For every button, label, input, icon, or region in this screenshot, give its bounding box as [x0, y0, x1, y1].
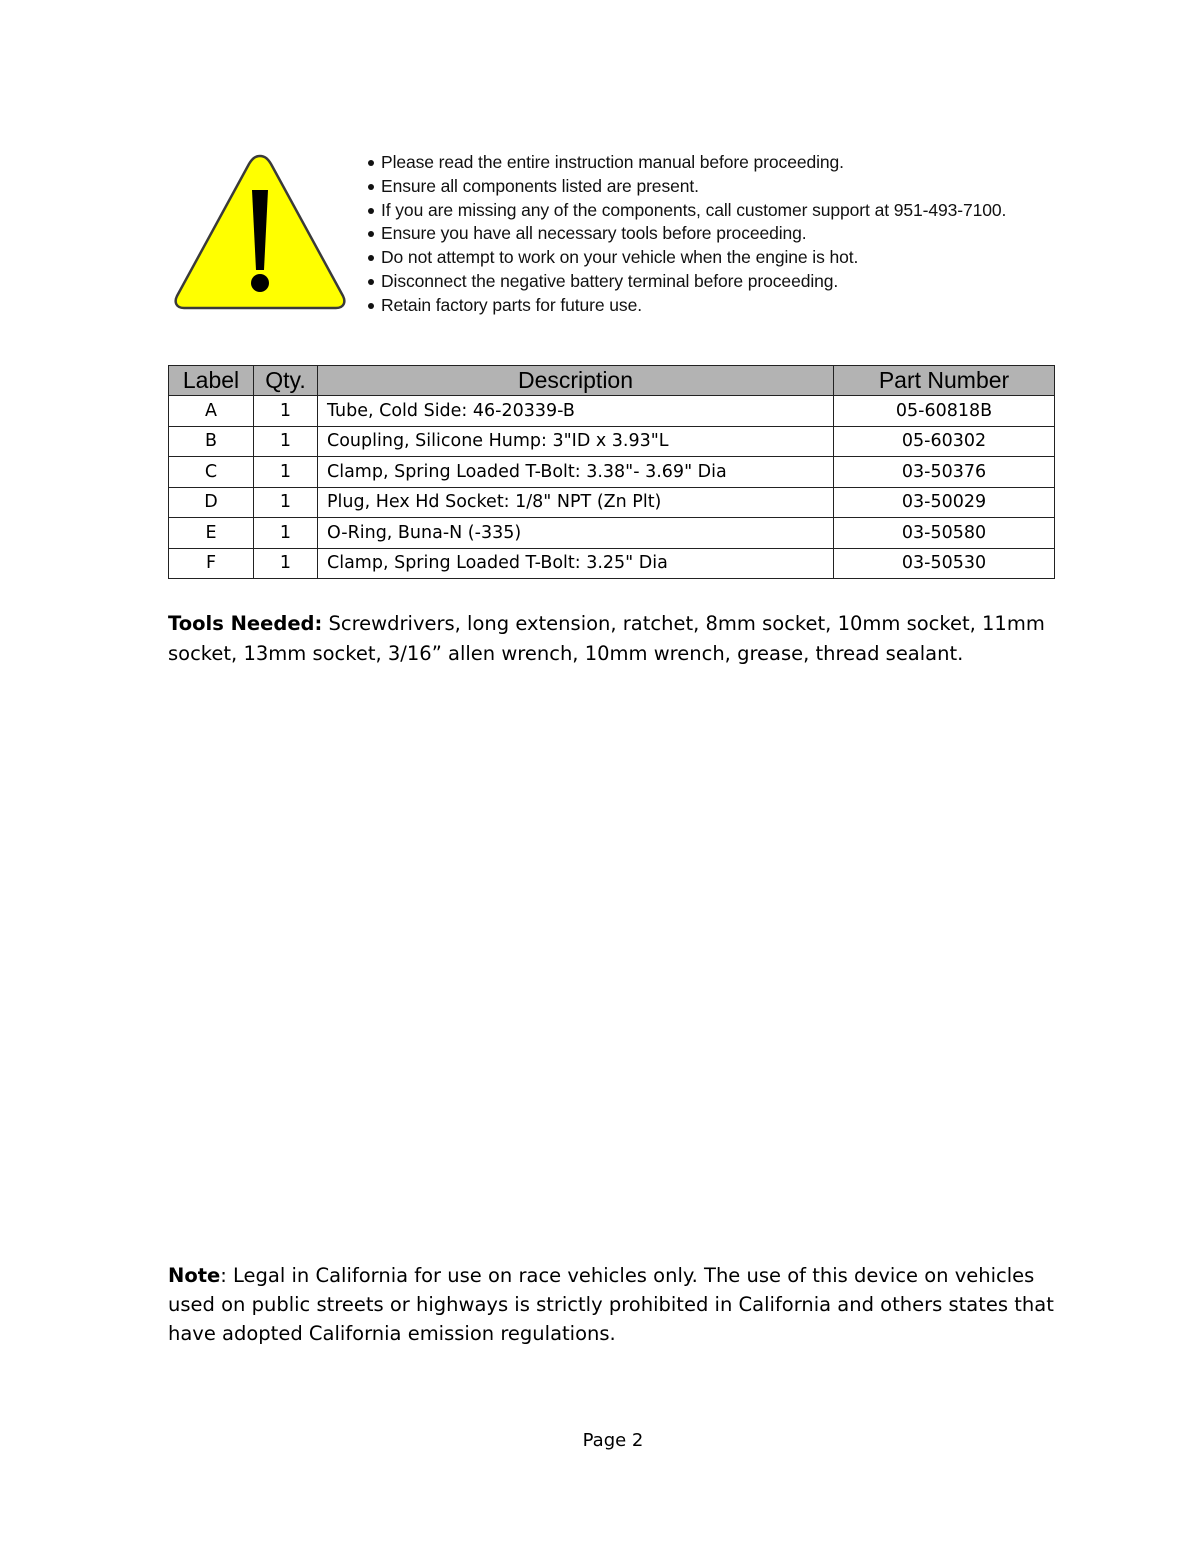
warning-item: Please read the entire instruction manual before proceeding.: [368, 151, 1006, 175]
cell-description: Clamp, Spring Loaded T-Bolt: 3.38"- 3.69" Dia: [318, 457, 834, 488]
cell-part-number: 03-50580: [834, 518, 1055, 549]
cell-part-number: 05-60818B: [834, 396, 1055, 427]
warning-item: Ensure you have all necessary tools before proceeding.: [368, 222, 1006, 246]
warning-triangle-icon: [172, 150, 348, 314]
tools-text: Screwdrivers, long extension, ratchet, 8mm socket, 10mm socket, 11mm socket, 13mm socket, 3/16” allen wrench, 10mm wrench, grease, thread sealant.: [168, 612, 1045, 665]
parts-table: [168, 365, 1055, 579]
cell-description: Tube, Cold Side: 46-20339-B: [318, 396, 834, 427]
table-row: [169, 487, 1055, 518]
tools-needed: [168, 609, 1048, 669]
cell-label: F: [169, 548, 254, 579]
note-heading: Note: [168, 1264, 221, 1287]
header-qty: Qty.: [254, 366, 318, 396]
cell-label: C: [169, 457, 254, 488]
page-number: Page 2: [582, 1430, 644, 1451]
warning-item: Ensure all components listed are present.: [368, 175, 1006, 199]
cell-description: Clamp, Spring Loaded T-Bolt: 3.25" Dia: [318, 548, 834, 579]
cell-label: D: [169, 487, 254, 518]
table-header-row: [169, 366, 1055, 396]
cell-qty: 1: [254, 518, 318, 549]
warning-list: [368, 151, 1006, 318]
cell-qty: 1: [254, 457, 318, 488]
warning-block: [172, 148, 1062, 323]
cell-part-number: 05-60302: [834, 426, 1055, 457]
cell-label: A: [169, 396, 254, 427]
table-row: [169, 518, 1055, 549]
cell-qty: 1: [254, 396, 318, 427]
cell-description: Plug, Hex Hd Socket: 1/8" NPT (Zn Plt): [318, 487, 834, 518]
warning-item: If you are missing any of the components, call customer support at 951-493-7100.: [368, 199, 1006, 223]
cell-description: Coupling, Silicone Hump: 3"ID x 3.93"L: [318, 426, 834, 457]
cell-part-number: 03-50376: [834, 457, 1055, 488]
cell-description: O-Ring, Buna-N (-335): [318, 518, 834, 549]
header-part-number: Part Number: [834, 366, 1055, 396]
cell-qty: 1: [254, 487, 318, 518]
warning-item: Disconnect the negative battery terminal before proceeding.: [368, 270, 1006, 294]
cell-part-number: 03-50029: [834, 487, 1055, 518]
cell-label: E: [169, 518, 254, 549]
cell-label: B: [169, 426, 254, 457]
table-row: [169, 548, 1055, 579]
cell-qty: 1: [254, 548, 318, 579]
table-row: [169, 426, 1055, 457]
cell-qty: 1: [254, 426, 318, 457]
tools-heading: Tools Needed:: [168, 612, 323, 635]
header-label: Label: [169, 366, 254, 396]
legal-note: [168, 1261, 1060, 1348]
table-row: [169, 396, 1055, 427]
cell-part-number: 03-50530: [834, 548, 1055, 579]
warning-item: Retain factory parts for future use.: [368, 294, 1006, 318]
table-row: [169, 457, 1055, 488]
header-description: Description: [318, 366, 834, 396]
warning-item: Do not attempt to work on your vehicle when the engine is hot.: [368, 246, 1006, 270]
note-text: : Legal in California for use on race vehicles only. The use of this device on vehicles used on public streets or highways is strictly prohibited in California and others states that have adopted California emission regulations.: [168, 1264, 1054, 1345]
